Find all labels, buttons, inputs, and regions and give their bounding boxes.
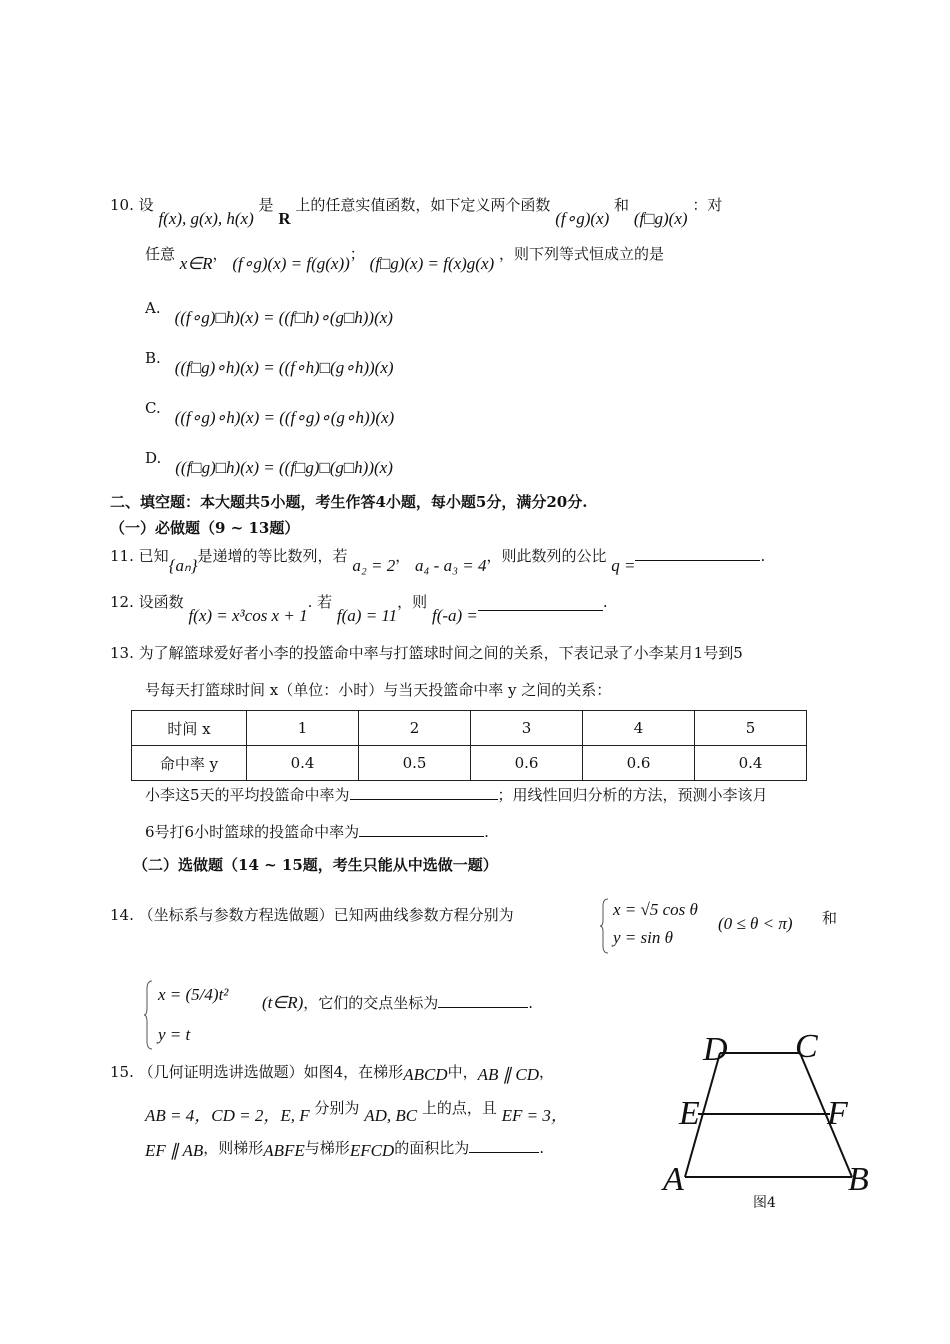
label-c: C <box>795 1030 818 1065</box>
table-cell: 3 <box>471 711 583 746</box>
q13-line2: 号每天打篮球时间 x（单位：小时）与当天投篮命中率 y 之间的关系： <box>145 681 612 699</box>
section-title: 二、填空题：本大题共5小题，考生作答4小题，每小题5分，满分20分. <box>110 493 588 511</box>
text: 的面积比为 <box>394 1139 470 1157</box>
table-cell: 0.6 <box>471 746 583 781</box>
question-number: 11. <box>110 547 134 565</box>
option-label: A. <box>145 299 161 317</box>
option-label: B. <box>145 349 161 367</box>
math: ABFE <box>263 1141 305 1160</box>
math: AB = 4，CD = 2，E, F <box>145 1106 310 1125</box>
q15-line3 <box>145 1138 544 1158</box>
optional-subtitle: （二）选做题（14 ~ 15题，考生只能从中选做一题） <box>133 856 498 874</box>
math: (f∘g)(x) = f(g(x)) <box>232 254 350 273</box>
q13-line1 <box>110 643 743 663</box>
option-label: D. <box>145 449 162 467</box>
q14-line2 <box>262 993 533 1013</box>
text: 已知 <box>138 547 169 565</box>
math: f(a) = 11 <box>336 606 398 625</box>
math: f(x), g(x), h(x) <box>158 209 254 228</box>
brace-icon <box>144 980 154 1050</box>
question-number: 14. <box>110 906 134 924</box>
text: ，则梯形 <box>203 1139 264 1157</box>
text: 和 <box>822 909 838 927</box>
math: (t∈R) <box>262 993 304 1012</box>
data-table <box>131 710 807 781</box>
answer-blank[interactable] <box>350 785 498 800</box>
math: a₂ = 2 <box>352 556 396 575</box>
label-a: A <box>663 1161 684 1198</box>
label-f: F <box>827 1095 848 1132</box>
q15-line2 <box>145 1098 568 1125</box>
table-cell: 2 <box>359 711 471 746</box>
math: y = sin θ <box>613 928 673 947</box>
trapezoid-figure <box>655 1030 885 1220</box>
text: 中， <box>447 1063 478 1081</box>
option-d <box>145 448 393 477</box>
q12 <box>110 592 608 625</box>
table-cell: 0.6 <box>583 746 695 781</box>
option-formula: ((f□g)□h)(x) = ((f□g)□(g□h))(x) <box>175 458 393 477</box>
q11: 11. 已知{aₙ}是递增的等比数列，若 a₂ = 2， a₄ - a₃ = 4，则此数列的公比 q = . <box>110 547 766 575</box>
option-c <box>145 398 395 427</box>
math: EF ∥ AB <box>145 1141 204 1160</box>
text: 6号打6小时篮球的投篮命中率为 <box>145 823 360 841</box>
answer-blank[interactable] <box>635 546 760 561</box>
text: 上的点，且 <box>421 1099 497 1117</box>
q13-after2 <box>145 822 489 842</box>
text: . <box>539 1139 544 1157</box>
text: 设 <box>138 196 154 214</box>
text: 是 <box>258 196 274 214</box>
math: EF = 3， <box>501 1106 568 1125</box>
text: 和 <box>614 196 630 214</box>
text: 是递增的等比数列，若 <box>197 547 348 565</box>
table-cell: 5 <box>695 711 807 746</box>
required-subtitle: （一）必做题（9 ~ 13题） <box>110 519 300 537</box>
answer-blank[interactable] <box>359 822 484 837</box>
text: . <box>528 994 534 1012</box>
text: 上的任意实值函数，如下定义两个函数 <box>295 196 551 214</box>
question-number: 10. <box>110 196 134 214</box>
label-d: D <box>703 1031 728 1068</box>
table-cell: 0.4 <box>695 746 807 781</box>
option-b <box>145 348 394 377</box>
table-cell: 1 <box>247 711 359 746</box>
math: f(-a) = <box>431 606 478 625</box>
q10-line1 <box>110 195 723 228</box>
table-cell: 0.5 <box>359 746 471 781</box>
question-number: 15. <box>110 1063 134 1081</box>
question-number: 13. <box>110 644 134 662</box>
table-row <box>132 711 807 746</box>
text: 分别为 <box>314 1099 360 1117</box>
text: 任意 <box>145 245 176 263</box>
text: 与梯形 <box>304 1139 350 1157</box>
q10-line2: 任意 x∈R， (f∘g)(x) = f(g(x))； (f□g)(x) = f(x)g(x) ，则下列等式恒成立的是 <box>145 245 664 273</box>
math: {aₙ} <box>168 556 198 575</box>
text: . <box>484 823 489 841</box>
table-cell: 4 <box>583 711 695 746</box>
option-formula: ((f∘g)□h)(x) = ((f□h)∘(g□h))(x) <box>174 308 393 327</box>
label-b: B <box>848 1161 869 1198</box>
q13-after1 <box>145 785 768 805</box>
text: ；用线性回归分析的方法，预测小李该月 <box>497 786 768 804</box>
table-row <box>132 746 807 781</box>
text: . <box>602 593 608 611</box>
math: a₄ - a₃ = 4 <box>415 556 487 575</box>
math: x = (5/4)t² <box>158 985 229 1004</box>
math: y = t <box>158 1025 191 1044</box>
option-a <box>145 298 393 327</box>
answer-blank[interactable] <box>478 596 603 611</box>
option-formula: ((f□g)∘h)(x) = ((f∘h)□(g∘h))(x) <box>174 358 394 377</box>
math: EFCD <box>349 1141 395 1160</box>
text: ，则此数列的公比 <box>486 547 607 565</box>
table-cell: 0.4 <box>247 746 359 781</box>
math: AB ∥ CD <box>477 1065 539 1084</box>
text: ，则下列等式恒成立的是 <box>498 245 664 263</box>
math: (0 ≤ θ < π) <box>718 914 793 933</box>
question-number: 12. <box>110 593 134 611</box>
math: q = <box>611 556 636 575</box>
text: 小李这5天的平均投篮命中率为 <box>145 786 350 804</box>
option-label: C. <box>145 399 161 417</box>
q14-line1 <box>110 905 514 925</box>
table-header: 时间 x <box>132 711 247 746</box>
text: ：对 <box>692 196 723 214</box>
option-formula: ((f∘g)∘h)(x) = ((f∘g)∘(g∘h))(x) <box>174 408 395 427</box>
math: ABCD <box>403 1065 448 1084</box>
text: 为了解篮球爱好者小李的投篮命中率与打篮球时间之间的关系，下表记录了小李某月1号到5 <box>138 644 743 662</box>
text: . <box>760 547 766 565</box>
answer-blank[interactable] <box>438 993 528 1008</box>
math: AD, BC <box>364 1106 418 1125</box>
text: （几何证明选讲选做题）如图4，在梯形 <box>138 1063 404 1081</box>
figure-caption: 图4 <box>753 1195 776 1211</box>
text: . 若 <box>307 593 333 611</box>
math: f(x) = x³cos x + 1 <box>188 606 308 625</box>
q15-line1: 15. （几何证明选讲选做题）如图4，在梯形ABCD中，AB ∥ CD， <box>110 1063 554 1084</box>
answer-blank[interactable] <box>469 1138 539 1153</box>
math: (f∘g)(x) <box>555 209 610 228</box>
math: (f□g)(x) = f(x)g(x) <box>369 254 495 273</box>
text: 设函数 <box>138 593 184 611</box>
math: (f□g)(x) <box>633 209 688 228</box>
text: ，它们的交点坐标为 <box>303 994 439 1012</box>
math: R <box>278 209 291 228</box>
math: x∈R <box>179 254 213 273</box>
label-e: E <box>679 1095 700 1132</box>
math: x = √5 cos θ <box>613 900 698 919</box>
brace-icon <box>600 898 610 954</box>
text: （坐标系与参数方程选做题）已知两曲线参数方程分别为 <box>138 906 514 924</box>
text: ，则 <box>397 593 428 611</box>
table-header: 命中率 y <box>132 746 247 781</box>
